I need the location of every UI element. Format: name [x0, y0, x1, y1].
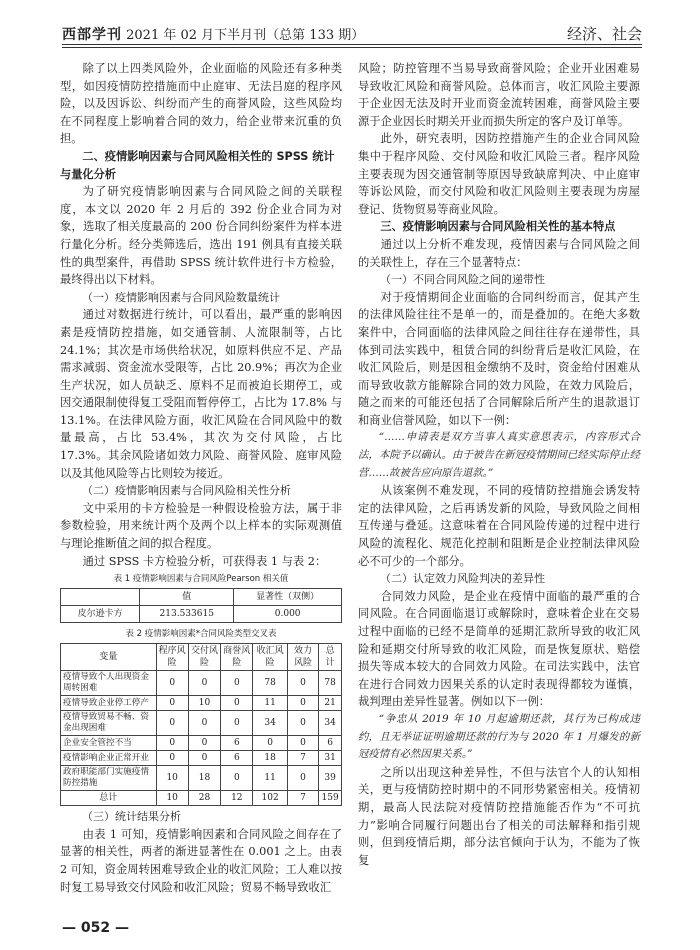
- paragraph: 除了以上四类风险外，企业面临的风险还有多种类型，如因疫情防控措施而中止庭审、无法吕庭的程序风险，以及因诉讼、纠纷而产生的商誉风险，这些风险均在不同程度上影响着合同的效力，给企业带来沉重的负担。: [60, 62, 342, 146]
- table-cell: 11: [253, 766, 287, 791]
- table-header: 总计: [319, 644, 342, 671]
- paragraph: 合同效力风险，是企业在疫情中面临的最严重的合同风险。在合同面临退订或解除时，意味着企业在交易过程中面临的已经不是简单的延期汇款所导致的收汇风险和延期交付所导致的收汇风险，而是恢复原状、赔偿损失等成本较大的合同效力风险。在司法实践中，法官在进行合同效力因果关系的认定时表现得都较为谨慎，裁判理由差异性显著。例如以下一例：: [358, 589, 640, 709]
- table-cell: 0: [221, 766, 253, 791]
- table-cell: 疫情导致企业停工停产: [61, 696, 157, 711]
- issue-info: 2021 年 02 月下半月刊（总第 133 期）: [126, 28, 365, 43]
- case-quote: “……申请表是双方当事人真实意思表示，内容形式合法，本院予以确认。由于被告在新冠疫情期间已经实际停止经营……故被告应向原告退款。”: [358, 431, 640, 479]
- paragraph: 通过以上分析不难发现，疫情因素与合同风险之间的关联性上，存在三个显著特点：: [358, 237, 640, 269]
- paragraph: 对于疫情期间企业面临的合同纠纷而言，促其产生的法律风险往往不是单一的，而是叠加的。在绝大多数案件中，合同面临的法律风险之间往往存在递带性，具体到司法实践中，租赁合同的纠纷背后是收汇风险，在收汇风险后，则是因租金缴纳不及时，资金给付困难从而导致收款方能解除合同的效力风险，在效力风险后，随之而来的可能还包括了合同解除后所产生的退款退订和商业信誉风险，如以下一例：: [358, 290, 640, 427]
- table-cell: 0: [156, 696, 188, 711]
- subsection-heading: （一）疫情影响因素与合同风险数量统计: [82, 290, 280, 304]
- table-row: [61, 751, 342, 766]
- table-cell: 39: [319, 766, 342, 791]
- table-cell: 78: [319, 671, 342, 696]
- table-cell: 0: [188, 711, 220, 736]
- table-cell: 31: [319, 751, 342, 766]
- subsection-heading: （一）不同合同风险之间的递带性: [380, 273, 545, 287]
- table-header: 程序风险: [156, 644, 188, 671]
- paragraph: 此外，研究表明，因防控措施产生的企业合同风险集中于程序风险、交付风险和收汇风险三者。程序风险主要表现为因交通管制等原因导致缺席判决、中止庭审等诉讼风险，而交付风险和收汇风险则主要表现为房屋登记、货物贸易等商业风险。: [358, 132, 640, 216]
- table-cell: 0: [287, 696, 318, 711]
- table-header: [61, 589, 140, 606]
- table-cell: 34: [319, 711, 342, 736]
- table-cell: 疫情导致个人出现资金周转困难: [61, 671, 157, 696]
- table2: [60, 643, 342, 806]
- table-row: [61, 766, 342, 791]
- table-cell: 28: [188, 791, 220, 806]
- journal-title: 西部学刊: [62, 27, 122, 43]
- page-number: — 052 —: [62, 920, 129, 936]
- table-cell: 34: [253, 711, 287, 736]
- table-cell: 10: [188, 696, 220, 711]
- table-cell: 0: [287, 671, 318, 696]
- paragraph: 为了研究疫情影响因素与合同风险之间的关联程度，本文以 2020 年 2 月后的 392 份企业合同为对象，选取了相关度最高的 200 份合同纠纷案件为样本进行量化分析。经分类筛选后，选出 191 例具有直接关联性的典型案件，再借助 SPSS 统计软件进行卡方检验，最终得出以下材料。: [60, 185, 342, 287]
- table-cell: 12: [221, 791, 253, 806]
- subsection-heading: （三）统计结果分析: [82, 810, 181, 824]
- header-rule: [62, 44, 642, 48]
- section-heading: 二、疫情影响因素与合同风险相关性的 SPSS 统计: [82, 149, 335, 163]
- table-cell: 0: [287, 736, 318, 751]
- paragraph: 之所以出现这种差异性，不但与法官个人的认知相关，更与疫情防控时期中的不同形势紧密相关。疫情初期，最高人民法院对疫情防控措施能否作为“不可抗力”影响合同履行问题出台了相关的司法解释和指引规则，但到疫情后期，部分法官倾向于认为，不能为了恢复: [358, 765, 640, 867]
- table-cell: 0: [188, 736, 220, 751]
- paragraph: 从该案例不难发现，不同的疫情防控措施会诱发特定的法律风险，之后再诱发新的风险，导致风险之间相互传递与叠延。这意味着在合同风险传递的过程中进行风险的流程化、规范化控制和阻断是企业控制法律风险必不可少的一个部分。: [358, 484, 640, 568]
- paragraph: 由表 1 可知，疫情影响因素和合同风险之间存在了显著的相关性，两者的渐进显著性在 0.001 之上。由表 2 可知，资金周转困难导致企业的收汇风险；工人难以按时复工易导致交付风险和收汇风险；贸易不畅导致收汇: [60, 827, 342, 894]
- table-cell: 7: [287, 751, 318, 766]
- table-cell: 7: [287, 791, 318, 806]
- table-cell: 102: [253, 791, 287, 806]
- subsection-heading: （二）认定效力风险判决的差异性: [380, 572, 545, 586]
- table2-caption: 表 2 疫情影响因素*合同风险类型交叉表: [125, 629, 277, 640]
- table-cell: 0: [188, 751, 220, 766]
- table-header: 值: [140, 589, 234, 606]
- section-label: 经济、社会: [566, 25, 642, 43]
- paragraph: 文中采用的卡方检验是一种假设检验方法，属于非参数检验，用来统计两个及两个以上样本的实际观测值与理论推断值之间的拟合程度。: [60, 501, 342, 551]
- case-quote: “争忠从 2019 年 10 月起逾期还款，其行为已构成违约，且无举证证明逾期还款的行为与 2020 年 1 月爆发的新冠疫情有必然因果关系。”: [358, 712, 640, 761]
- paragraph: 风险；防控管理不当易导致商誉风险；企业开业困难易导致收汇风险和商誉风险。总体而言，收汇风险主要源于企业因无法及时开业而资金流转困难，商誉风险主要源于企业因长时期关开业而损失所定的客户及订单等。: [358, 62, 640, 128]
- table-cell: 政府职能部门实施疫情防控措施: [61, 766, 157, 791]
- table-cell: 0: [287, 711, 318, 736]
- table-cell: 疫情影响企业正常开业: [61, 751, 157, 766]
- section-heading: 三、疫情影响因素与合同风险相关性的基本特点: [380, 220, 616, 234]
- table-cell: 0: [156, 711, 188, 736]
- table-cell: 皮尔逊卡方: [61, 606, 140, 623]
- table-cell: 0: [221, 671, 253, 696]
- journal-header: [62, 24, 364, 44]
- paragraph: 通过对数据进行统计，可以看出，最严重的影响因素是疫情防控措施，如交通管制、人流限制等，占比 24.1%；其次是市场供给状况，如原料供应不足、产品需求减弱、资金流水受限等，占比 20.9%；再次为企业生产状况，如人员缺乏、原料不足而被迫长期停工，或因交通限制使得复工受阻而暂停停工，占比为 17.8% 与 13.1%。在法律风险方面，收汇风险在合同风险中的数量最高，占比 53.4%，其次为交付风险，占比 17.3%。其余风险诸如效力风险、商誉风险、庭审风险以及其他风险等占比则较为接近。: [60, 308, 342, 480]
- table-cell: 疫情导致贸易不畅、资金出现困难: [61, 711, 157, 736]
- table-cell: 0: [253, 736, 287, 751]
- table-cell: 10: [156, 791, 188, 806]
- table-cell: 6: [319, 736, 342, 751]
- table-cell: 18: [253, 751, 287, 766]
- table-cell: 10: [156, 766, 188, 791]
- table-header: 显著性（双侧）: [234, 589, 342, 606]
- section-heading-cont: 与量化分析: [60, 167, 116, 181]
- table-cell: 6: [221, 736, 253, 751]
- table-header: 商誉风险: [221, 644, 253, 671]
- table-cell: 0: [287, 766, 318, 791]
- table-cell: 18: [188, 766, 220, 791]
- table1-caption: 表 1 疫情影响因素与合同风险Pearson 相关值: [113, 574, 289, 585]
- table-row: [61, 736, 342, 751]
- left-column: [60, 60, 342, 896]
- table-row: [61, 671, 342, 696]
- table-row: [61, 711, 342, 736]
- table-header: 收汇风险: [253, 644, 287, 671]
- table-cell: 21: [319, 696, 342, 711]
- table-cell: 0: [156, 736, 188, 751]
- table-row-total: [61, 791, 342, 806]
- table-cell: 159: [319, 791, 342, 806]
- table-header: 变量: [61, 644, 157, 671]
- right-column: [358, 60, 640, 869]
- table-cell: 0.000: [234, 606, 342, 623]
- subsection-heading: （二）疫情影响因素与合同风险相关性分析: [82, 484, 291, 498]
- table-row: [61, 696, 342, 711]
- table-cell: 213.533615: [140, 606, 234, 623]
- table-cell: 78: [253, 671, 287, 696]
- table-cell: 0: [156, 671, 188, 696]
- table-header: 效力风险: [287, 644, 318, 671]
- table-cell: 0: [188, 671, 220, 696]
- table-header: 交付风险: [188, 644, 220, 671]
- table-cell: 0: [156, 751, 188, 766]
- paragraph: 通过 SPSS 卡方检验分析，可获得表 1 与表 2：: [82, 554, 327, 568]
- table-cell: 0: [221, 696, 253, 711]
- table-cell: 0: [221, 711, 253, 736]
- table-cell: 6: [221, 751, 253, 766]
- table1: [60, 588, 342, 623]
- table-cell: 企业安全管控不当: [61, 736, 157, 751]
- table-cell: 总计: [61, 791, 157, 806]
- table-cell: 11: [253, 696, 287, 711]
